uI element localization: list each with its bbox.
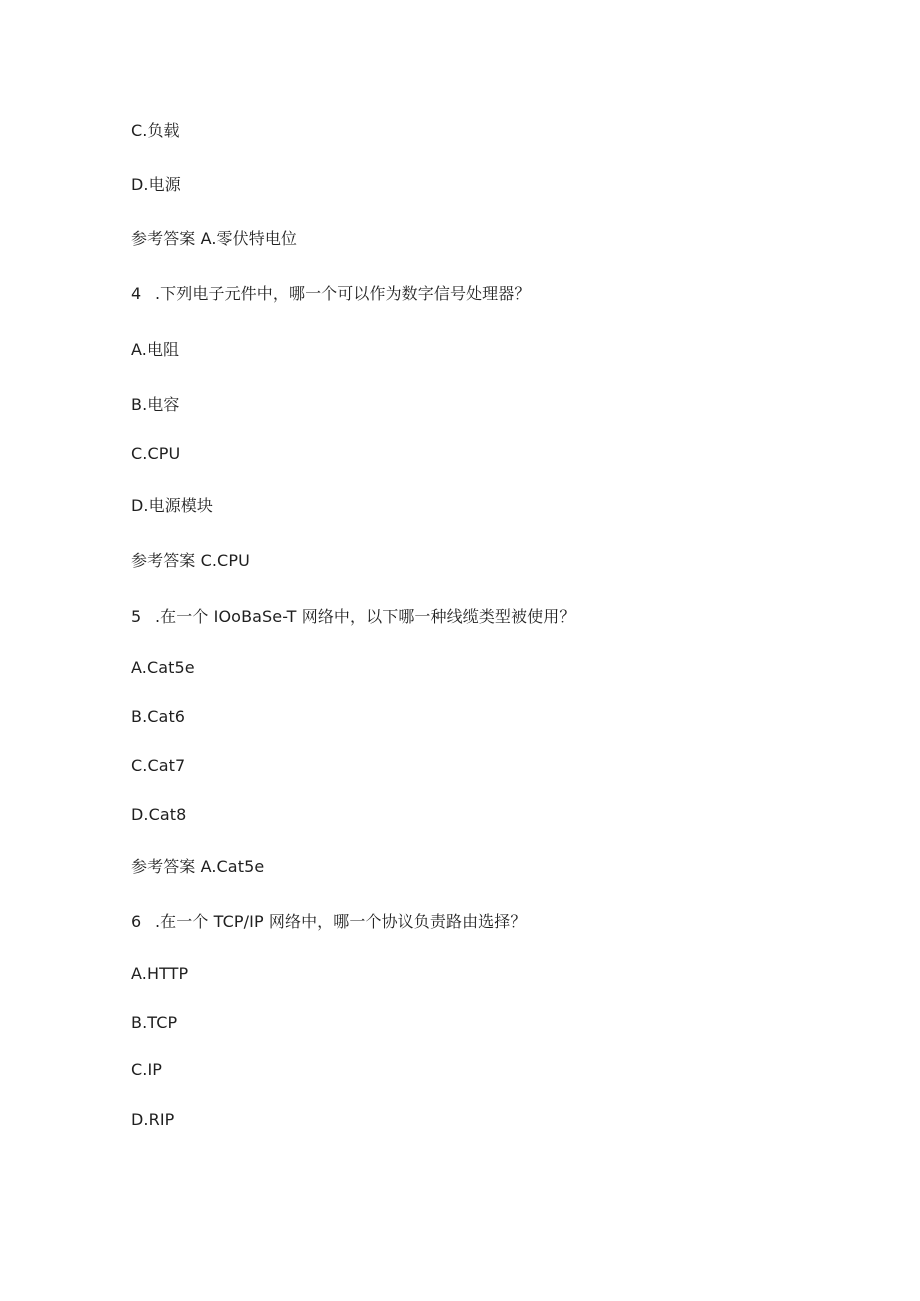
q5-option-d: D.Cat8	[131, 805, 187, 824]
q5-answer: 参考答案 A.Cat5e	[131, 857, 265, 876]
q6-option-a: A.HTTP	[131, 964, 189, 983]
q6-option-d: D.RIP	[131, 1110, 175, 1129]
q5-question-line	[131, 607, 575, 627]
q6-number: 6	[131, 912, 142, 931]
q3-option-d: D.电源	[131, 175, 181, 194]
q6-question-line	[131, 912, 526, 932]
q3-answer: 参考答案 A.零伏特电位	[131, 229, 298, 248]
q6-option-b: B.TCP	[131, 1013, 178, 1032]
q4-question-text: .下列电子元件中，哪一个可以作为数字信号处理器？	[155, 284, 531, 303]
q4-option-d: D.电源模块	[131, 496, 214, 515]
q5-question-text: .在一个 IOoBaSe-T 网络中，以下哪一种线缆类型被使用？	[155, 607, 576, 626]
q5-option-a: A.Cat5e	[131, 658, 195, 677]
q4-option-b: B.电容	[131, 395, 180, 414]
q4-option-c: C.CPU	[131, 444, 181, 463]
q3-option-c: C.负载	[131, 121, 180, 140]
q6-question-text: .在一个 TCP/IP 网络中，哪一个协议负责路由选择？	[155, 912, 527, 931]
q4-question-line	[131, 284, 531, 304]
q5-option-c: C.Cat7	[131, 756, 186, 775]
q6-option-c: C.IP	[131, 1060, 163, 1079]
q4-answer: 参考答案 C.CPU	[131, 551, 250, 570]
q4-number: 4	[131, 284, 142, 303]
q4-option-a: A.电阻	[131, 340, 180, 359]
q5-option-b: B.Cat6	[131, 707, 186, 726]
q5-number: 5	[131, 607, 142, 626]
